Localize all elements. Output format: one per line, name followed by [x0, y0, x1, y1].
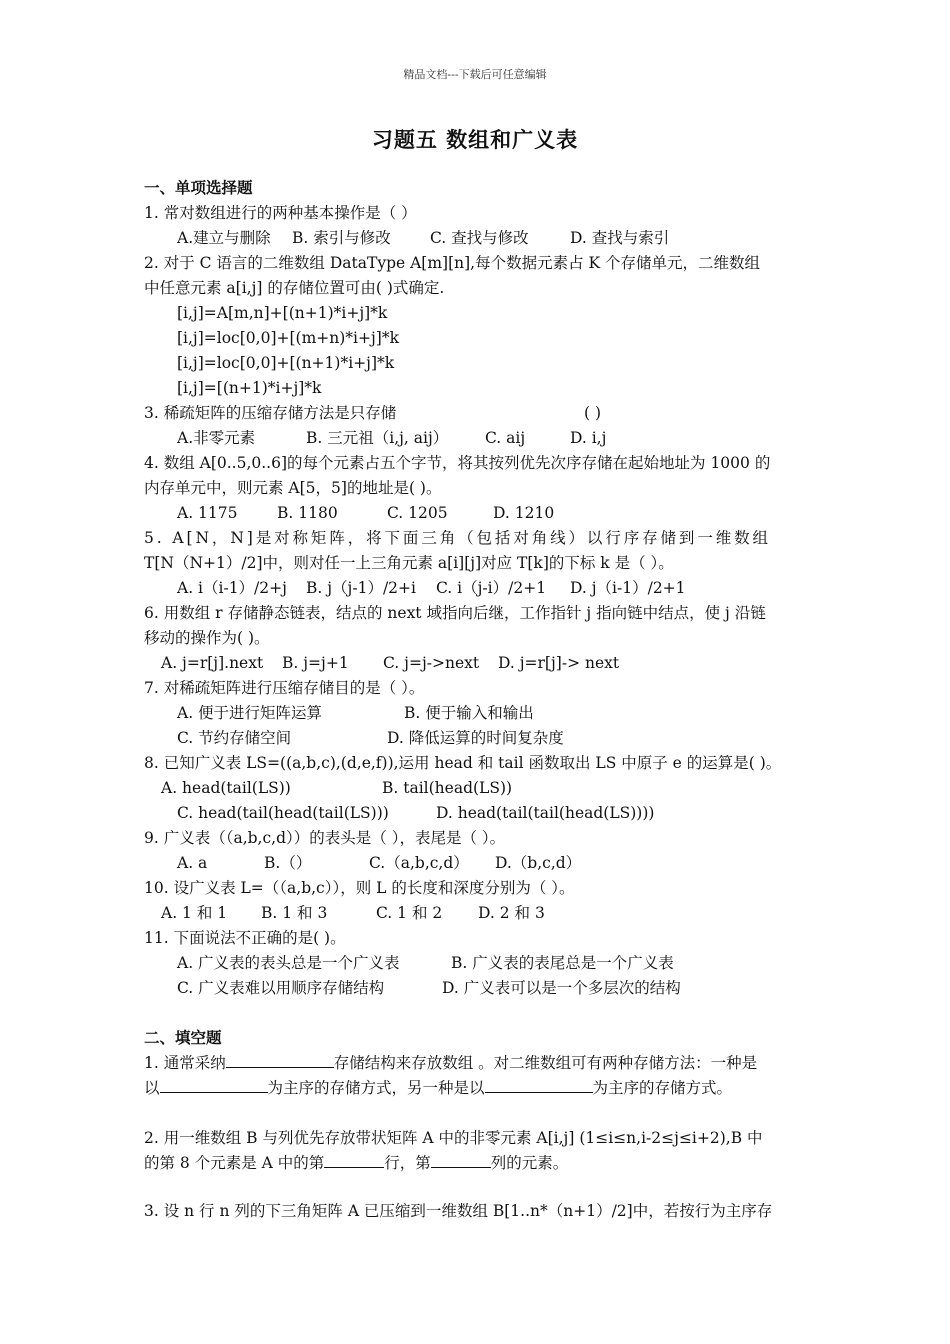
option-row: [177, 853, 582, 873]
option: A. 1175: [177, 504, 238, 522]
fill-text: 1. 通常采纳: [144, 1054, 226, 1072]
answer-paren: ( ): [584, 404, 602, 422]
option: B. j（j-1）/2+i: [306, 579, 416, 597]
question-stem: 5. A[N，N]是对称矩阵，将下面三角（包括对角线）以行序存储到一维数组: [144, 529, 771, 547]
option: D. 降低运算的时间复杂度: [387, 729, 564, 747]
option: C. j=j->next: [383, 654, 480, 672]
question-stem: 2. 对于 C 语言的二维数组 DataType A[m][n],每个数据元素占 K 个存储单元，二维数组: [144, 254, 761, 272]
answer-blank[interactable]: [226, 1053, 334, 1068]
question-stem: 6. 用数组 r 存储静态链表，结点的 next 域指向后继，工作指针 j 指向链中结点，使 j 沿链: [144, 604, 766, 622]
option: B. tail(head(LS)): [382, 779, 513, 797]
page-header: 精品文档---下载后可任意编辑: [403, 68, 547, 81]
option: A. j=r[j].next: [161, 654, 264, 672]
option: B. 便于输入和输出: [404, 704, 534, 722]
option: C. aij: [485, 429, 526, 447]
question-stem: 4. 数组 A[0..5,0..6]的每个元素占五个字节，将其按列优先次序存储在起始地址为 1000 的: [144, 454, 771, 472]
option: B. 广义表的表尾总是一个广义表: [451, 954, 674, 972]
option-row: [177, 228, 670, 248]
option: D. j=r[j]-> next: [498, 654, 620, 672]
question-stem: T[N（N+1）/2]中，则对任一上三角元素 a[i][j]对应 T[k]的下标 k 是（ ）。: [144, 554, 674, 572]
answer-blank[interactable]: [160, 1078, 268, 1093]
option: B.（）: [264, 854, 312, 872]
option-row: [177, 978, 681, 998]
option: C. head(tail(head(tail(LS))): [177, 804, 389, 822]
option: A. 广义表的表头总是一个广义表: [177, 954, 400, 972]
option: D. head(tail(tail(head(LS)))): [436, 804, 655, 822]
option: C. i（j-i）/2+1: [436, 579, 547, 597]
fill-question: [144, 1153, 568, 1173]
option: A. i（i-1）/2+j: [177, 579, 287, 597]
option: [i,j]=[(n+1)*i+j]*k: [177, 379, 322, 397]
fill-question: [144, 1053, 757, 1073]
option: A. a: [177, 854, 208, 872]
option: D. 2 和 3: [478, 904, 545, 922]
option: D.（b,c,d）: [495, 854, 582, 872]
section-heading: 一、单项选择题: [144, 178, 253, 197]
question-stem: 7. 对稀疏矩阵进行压缩存储目的是（ ）。: [144, 679, 425, 697]
fill-text: 的第 8 个元素是 A 中的第: [144, 1154, 325, 1172]
question-stem: 移动的操作为( )。: [144, 629, 270, 647]
option: [i,j]=loc[0,0]+[(n+1)*i+j]*k: [177, 354, 395, 372]
option: C. 节约存储空间: [177, 729, 292, 747]
fill-question: 2. 用一维数组 B 与列优先存放带状矩阵 A 中的非零元素 A[i,j] (1≤i≤n,i-2≤j≤i+2),B 中: [144, 1129, 763, 1147]
question-stem: 9. 广义表（（a,b,c,d））的表头是（ ），表尾是（ ）。: [144, 829, 506, 847]
option: A. head(tail(LS)): [161, 779, 291, 797]
question-stem: 内存单元中，则元素 A[5，5]的地址是( )。: [144, 479, 442, 497]
option: B. j=j+1: [282, 654, 349, 672]
page-title: 习题五 数组和广义表: [371, 127, 579, 152]
option-row: [161, 653, 620, 673]
question-stem: 3. 稀疏矩阵的压缩存储方法是只存储: [144, 404, 397, 422]
option-row: [161, 778, 513, 798]
question-stem: 10. 设广义表 L=（（a,b,c）），则 L 的长度和深度分别为（ ）。: [144, 879, 575, 897]
option: [i,j]=A[m,n]+[(n+1)*i+j]*k: [177, 304, 388, 322]
fill-question: 3. 设 n 行 n 列的下三角矩阵 A 已压缩到一维数组 B[1..n*（n+1）/2]中，若按行为主序存: [144, 1202, 773, 1220]
question-stem: 8. 已知广义表 LS=((a,b,c),(d,e,f)),运用 head 和 tail 函数取出 LS 中原子 e 的运算是( )。: [144, 754, 782, 772]
option: A.非零元素: [177, 429, 256, 447]
fill-text: 行，第: [384, 1154, 431, 1172]
fill-text: 为主序的存储方式，另一种是以: [267, 1079, 485, 1097]
option-row: [177, 728, 564, 748]
option: C. 1 和 2: [376, 904, 443, 922]
fill-text: 存储结构来存放数组 。对二维数组可有两种存储方法：一种是: [333, 1054, 758, 1072]
option: D. 1210: [493, 504, 555, 522]
option: C. 广义表难以用顺序存储结构: [177, 979, 385, 997]
option: C. 1205: [387, 504, 448, 522]
option-row: [177, 578, 686, 598]
option: C. 查找与修改: [430, 229, 529, 247]
option: B. 1 和 3: [261, 904, 328, 922]
option: D. 广义表可以是一个多层次的结构: [442, 979, 681, 997]
option: B. 三元祖（i,j, aij）: [306, 429, 449, 447]
option: A. 便于进行矩阵运算: [177, 704, 323, 722]
option: D. i,j: [570, 429, 607, 447]
option: C.（a,b,c,d）: [369, 854, 469, 872]
question-stem: 11. 下面说法不正确的是( )。: [144, 929, 346, 947]
option-row: [161, 903, 545, 923]
option-row: [177, 428, 607, 448]
option-row: [177, 803, 655, 823]
fill-question: [144, 1078, 732, 1098]
option: D. j（i-1）/2+1: [570, 579, 686, 597]
fill-text: 为主序的存储方式。: [592, 1079, 733, 1097]
option-row: [177, 503, 555, 523]
answer-blank[interactable]: [431, 1153, 491, 1168]
answer-blank[interactable]: [324, 1153, 384, 1168]
fill-text: 以: [144, 1079, 160, 1097]
question-stem: 中任意元素 a[i,j] 的存储位置可由( )式确定.: [144, 279, 445, 297]
option: [i,j]=loc[0,0]+[(m+n)*i+j]*k: [177, 329, 399, 347]
answer-blank[interactable]: [485, 1078, 593, 1093]
question-stem: 1. 常对数组进行的两种基本操作是（ ）: [144, 204, 417, 222]
option: B. 索引与修改: [292, 229, 391, 247]
fill-text: 列的元素。: [490, 1154, 569, 1172]
option: D. 查找与索引: [570, 229, 670, 247]
option: A. 1 和 1: [161, 904, 228, 922]
section-heading: 二、填空题: [144, 1028, 222, 1047]
option-row: [177, 703, 534, 723]
option: B. 1180: [277, 504, 338, 522]
option: A.建立与删除: [177, 229, 271, 247]
option-row: [177, 953, 674, 973]
